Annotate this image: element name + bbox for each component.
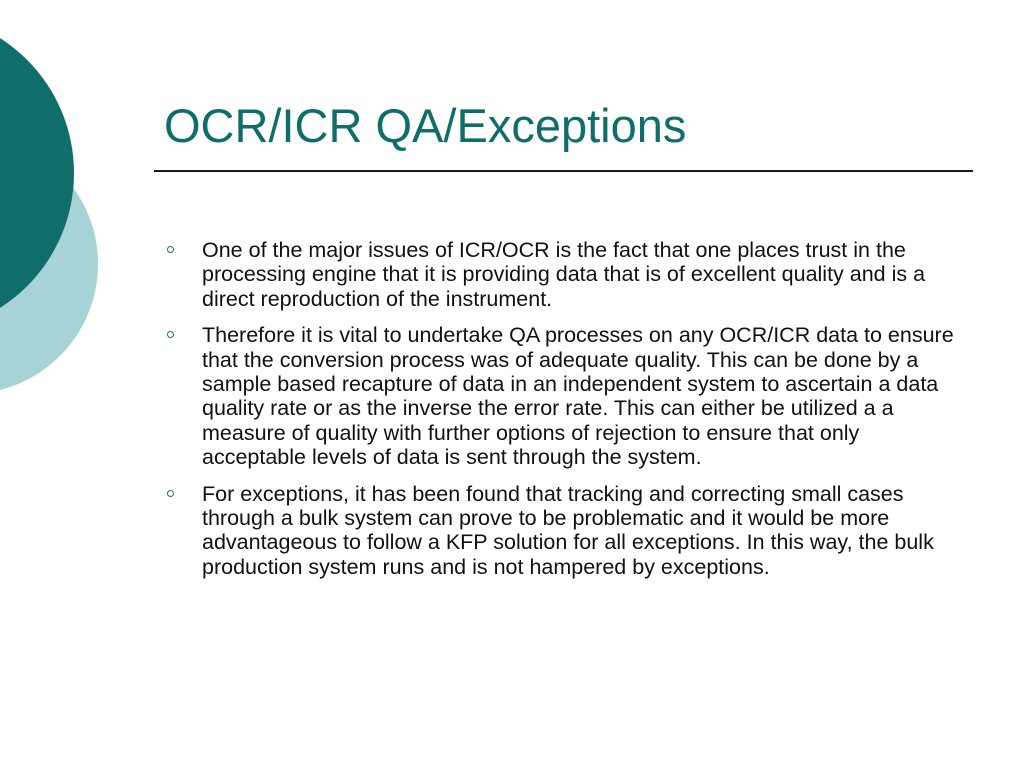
title-divider	[154, 170, 973, 172]
bullet-text-1: One of the major issues of ICR/OCR is the fact that one places trust in the processing engine that it is providing data that is of excellent quality and is a direct reproduction of the instrument.	[202, 238, 926, 311]
bullet-item-2	[160, 323, 960, 469]
hollow-circle-bullet-icon	[167, 331, 174, 338]
bullet-text-2: Therefore it is vital to undertake QA processes on any OCR/ICR data to ensure that the conversion process was of adequate quality. This can be done by a sample based recapture of data in an independent system to ascertain a data quality rate or as the inverse the error rate. This can either be utilized a a measure of quality with further options of rejection to ensure that only acceptable levels of data is sent through the system.	[202, 323, 954, 470]
bullet-item-1	[160, 238, 960, 311]
hollow-circle-bullet-icon	[167, 246, 174, 253]
hollow-circle-bullet-icon	[167, 490, 174, 497]
bullet-item-3	[160, 482, 960, 580]
bullet-list	[160, 238, 960, 591]
bullet-text-3: For exceptions, it has been found that tracking and correcting small cases through a bulk system can prove to be problematic and it would be more advantageous to follow a KFP solution for all exceptions. In this way, the bulk production system runs and is not hampered by exceptions.	[202, 481, 934, 579]
slide-title: OCR/ICR QA/Exceptions	[164, 99, 687, 152]
